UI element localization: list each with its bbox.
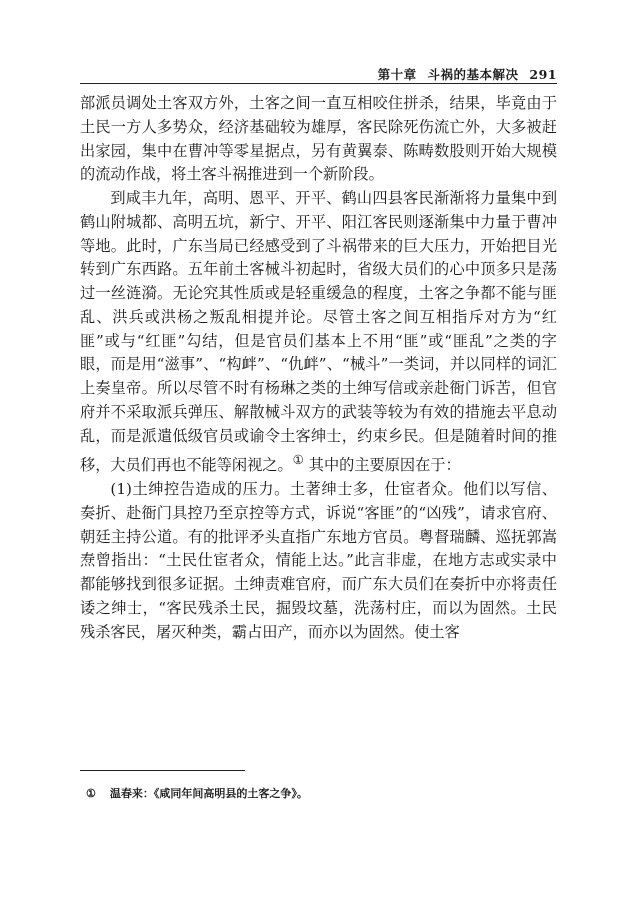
paragraph-3: (1)土绅控告造成的压力。土著绅士多，仕宦者众。他们以写信、奏折、赴衙门具控乃至京控等方式，诉说“客匪”的“凶残”，请求官府、朝廷主持公道。有的批评矛头直指广东地方官员。粤督瑞麟、巡抚郭嵩焘曾指出：“土民仕宦者众，情能上达。”此言非虚，在地方志或实录中都能够找到很多证据。土绅责难官府，而广东大员们在奏折中亦将责任诿之绅士，“客民残杀土民，掘毁坟墓，洗荡村庄，而以为固然。土民残杀客民，屠灭种类，霸占田产，而亦以为固然。使土客 xyxy=(80,480,557,641)
paragraph-1: 部派员调处土客双方外，土客之间一直互相咬住拼杀，结果，毕竟由于土民一方人多势众，经济基础较为雄厚，客民除死伤流亡外，大多被赶出家园，集中在曹冲等零星据点，另有黄翼泰、陈畴数股则开始大规模的流动作战，将土客斗祸推进到一个新阶段。 xyxy=(80,94,557,184)
header-rule xyxy=(80,83,557,84)
footnote-text: 温春来：《咸同年间高明县的土客之争》。 xyxy=(109,787,308,800)
paragraph-2-text: 到咸丰九年，高明、恩平、开平、鹤山四县客民渐渐将力量集中到鹤山附城都、高明五坑，新宁、开平、阳江客民则逐渐集中力量于曹冲等地。此时，广东当局已经感受到了斗祸带来的巨大压力，开始把目光转到广东西路。五年前土客械斗初起时，省级大员们的心中顶多只是荡过一丝涟漪。无论究其性质或是轻重缓急的程度，土客之争都不能与匪乱、洪兵或洪杨之叛乱相提并论。尽管土客之间互相指斥对方为“红匪”或与“红匪”勾结，但是官员们基本上不用“匪”或“匪乱”之类的字眼，而是用“滋事”、“构衅”、“仇衅”、“械斗”一类词，并以同样的词汇上奏皇帝。所以尽管不时有杨琳之类的土绅写信或亲赴衙门诉苦，但官府并不采取派兵弹压、解散械斗双方的武装等较为有效的措施去平息动乱，而是派遣低级官员或谕令土客绅士，约束乡民。但是随着时间的推移，大员们再也不能等闲视之。 xyxy=(80,189,557,475)
footnote-mark: ① xyxy=(86,787,96,800)
footnote-rule xyxy=(80,770,245,771)
footnote-ref: ① xyxy=(292,452,304,468)
body-text xyxy=(80,92,557,644)
footnote xyxy=(86,786,556,802)
paragraph-2 xyxy=(80,187,557,478)
running-header xyxy=(80,65,557,83)
chapter-title: 斗祸的基本解决 xyxy=(427,67,519,82)
page-number: 291 xyxy=(529,67,557,82)
chapter-label: 第十章 xyxy=(377,67,417,82)
paragraph-2-tail: 其中的主要原因在于： xyxy=(303,456,461,475)
